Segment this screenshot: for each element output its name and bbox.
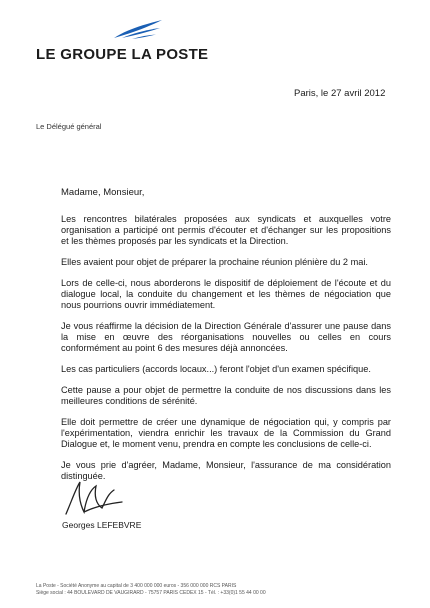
legal-footer [36, 583, 266, 597]
letter-date: Paris, le 27 avril 2012 [294, 88, 386, 99]
paragraph: Cette pause a pour objet de permettre la conduite de nos discussions dans les meilleures conditions de sérénité. [61, 385, 391, 406]
salutation: Madame, Monsieur, [61, 187, 145, 198]
paragraph: Les rencontres bilatérales proposées aux syndicats et auxquelles votre organisation a participé ont permis d'écouter et d'échanger sur les propositions et les thèmes proposés par les syndicats et la Direction. [61, 214, 391, 246]
sender-title: Le Délégué général [36, 122, 102, 131]
letterhead-logo-text: LE GROUPE LA POSTE [36, 46, 209, 63]
letter-body [61, 214, 391, 492]
paragraph: Lors de celle-ci, nous aborderons le dispositif de déploiement de l'écoute et du dialogue local, la conduite du changement et les thèmes de négociation que nous pourrions ouvrir immédiatement. [61, 278, 391, 310]
signatory-name: Georges LEFEBVRE [62, 520, 142, 530]
paragraph: Elles avaient pour objet de préparer la prochaine réunion plénière du 2 mai. [61, 257, 368, 267]
paragraph: Elle doit permettre de créer une dynamique de négociation qui, y compris par l'expérimentation, viendra enrichir les travaux de la Commission du Grand Dialogue et, le moment venu, prendra en compte les conclusions de celle-ci. [61, 417, 391, 449]
footer-line: Siège social : 44 BOULEVARD DE VAUGIRARD - 75757 PARIS CEDEX 15 - Tél. : +33(0)1 55 44 00 00 [36, 590, 266, 596]
paragraph: Les cas particuliers (accords locaux...) feront l'objet d'un examen spécifique. [61, 364, 371, 374]
paragraph: Je vous réaffirme la décision de la Direction Générale d'assurer une pause dans la mise en œuvre des réorganisations nouvelles ou celles en cours conformément au point 6 des mesures déjà annoncées. [61, 321, 391, 353]
handwritten-signature [62, 478, 126, 520]
la-poste-bird-logo-icon [112, 18, 164, 40]
footer-line: La Poste - Société Anonyme au capital de 3 400 000 000 euros - 356 000 000 RCS PARIS [36, 583, 237, 589]
paragraph: Je vous prie d'agréer, Madame, Monsieur, l'assurance de ma considération distinguée. [61, 460, 391, 481]
